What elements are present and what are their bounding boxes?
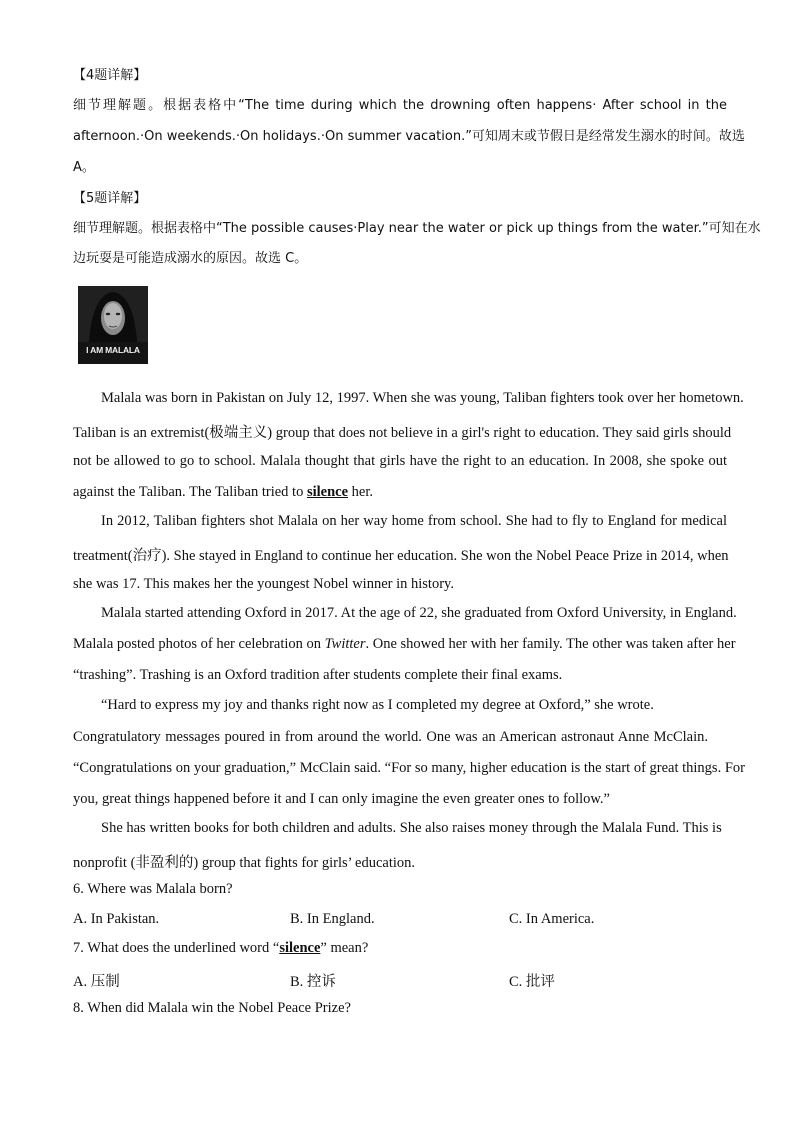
passage-p4-line-4: you, great things happened before it and I can only imagine the even greater ones to follow.” <box>73 791 610 807</box>
passage-p5-line-1: She has written books for both children and adults. She also raises money through the Malala Fund. This is <box>101 820 722 836</box>
explanation-4-line-2: afternoon.·On weekends.·On holidays.·On summer vacation.”可知周末或节假日是经常发生溺水的时间。故选 <box>73 129 745 144</box>
question-8-stem: 8. When did Malala win the Nobel Peace Prize? <box>73 1000 351 1016</box>
question-6-option-c: C. In America. <box>509 911 595 927</box>
passage-p2-line-2: treatment(治疗). She stayed in England to continue her education. She won the Nobel Peace Prize in 2014, when <box>73 548 729 564</box>
passage-text: against the Taliban. The Taliban tried to <box>73 484 307 500</box>
passage-text: her. <box>348 484 373 500</box>
question-7-option-b: B. 控诉 <box>290 974 336 990</box>
passage-p2-line-3: she was 17. This makes her the youngest Nobel winner in history. <box>73 576 454 592</box>
passage-p3-line-2 <box>73 636 736 653</box>
passage-p3-line-3: “trashing”. Trashing is an Oxford tradition after students complete their final exams. <box>73 667 563 683</box>
passage-text: . One showed her with her family. The other was taken after her <box>365 636 736 652</box>
underlined-word-silence: silence <box>306 484 349 500</box>
question-7-option-c: C. 批评 <box>509 974 555 990</box>
passage-p1-line-3: not be allowed to go to school. Malala thought that girls have the right to an education. In 2008, she spoke out <box>73 453 727 469</box>
twitter-italic: Twitter <box>324 636 366 652</box>
explanation-5-line-2: 边玩耍是可能造成溺水的原因。故选 C。 <box>73 251 308 266</box>
passage-p4-line-1: “Hard to express my joy and thanks right now as I completed my degree at Oxford,” she wrote. <box>101 697 654 713</box>
photo-caption: I AM MALALA <box>86 345 140 355</box>
question-text: ” mean? <box>320 940 369 956</box>
passage-p2-line-1: In 2012, Taliban fighters shot Malala on her way home from school. She had to fly to England for medical <box>101 513 727 529</box>
explanation-4-heading: 【4题详解】 <box>73 68 147 83</box>
question-6-stem: 6. Where was Malala born? <box>73 881 233 897</box>
explanation-5-heading: 【5题详解】 <box>73 191 147 206</box>
question-7-option-a: A. 压制 <box>73 974 120 990</box>
passage-p1-line-2: Taliban is an extremist(极端主义) group that does not believe in a girl's right to education. They said girls should <box>73 425 732 441</box>
question-text: 7. What does the underlined word “ <box>73 940 280 956</box>
explanation-4-line-3: A。 <box>73 160 95 175</box>
passage-p3-line-1: Malala started attending Oxford in 2017. At the age of 22, she graduated from Oxford University, in England. <box>101 605 737 621</box>
question-7-stem <box>73 940 368 957</box>
underlined-word-silence: silence <box>279 940 321 956</box>
explanation-4-line-1: 细节理解题。根据表格中“The time during which the drowning often happens· After school in the <box>73 98 727 113</box>
passage-p1-line-4 <box>73 484 373 501</box>
question-6-option-b: B. In England. <box>290 911 375 927</box>
passage-p4-line-2: Congratulatory messages poured in from around the world. One was an American astronaut Anne McClain. <box>73 729 708 745</box>
passage-text: Malala posted photos of her celebration on <box>73 636 325 652</box>
malala-photo <box>78 286 148 364</box>
passage-p5-line-2: nonprofit (非盈利的) group that fights for girls’ education. <box>73 855 416 871</box>
passage-p4-line-3: “Congratulations on your graduation,” McClain said. “For so many, higher education is the start of great things. For <box>73 760 745 776</box>
passage-p1-line-1: Malala was born in Pakistan on July 12, 1997. When she was young, Taliban fighters took over her hometown. <box>101 390 744 406</box>
explanation-5-line-1: 细节理解题。根据表格中“The possible causes·Play near the water or pick up things from the water.”可知在水 <box>73 221 761 236</box>
question-6-option-a: A. In Pakistan. <box>73 911 160 927</box>
